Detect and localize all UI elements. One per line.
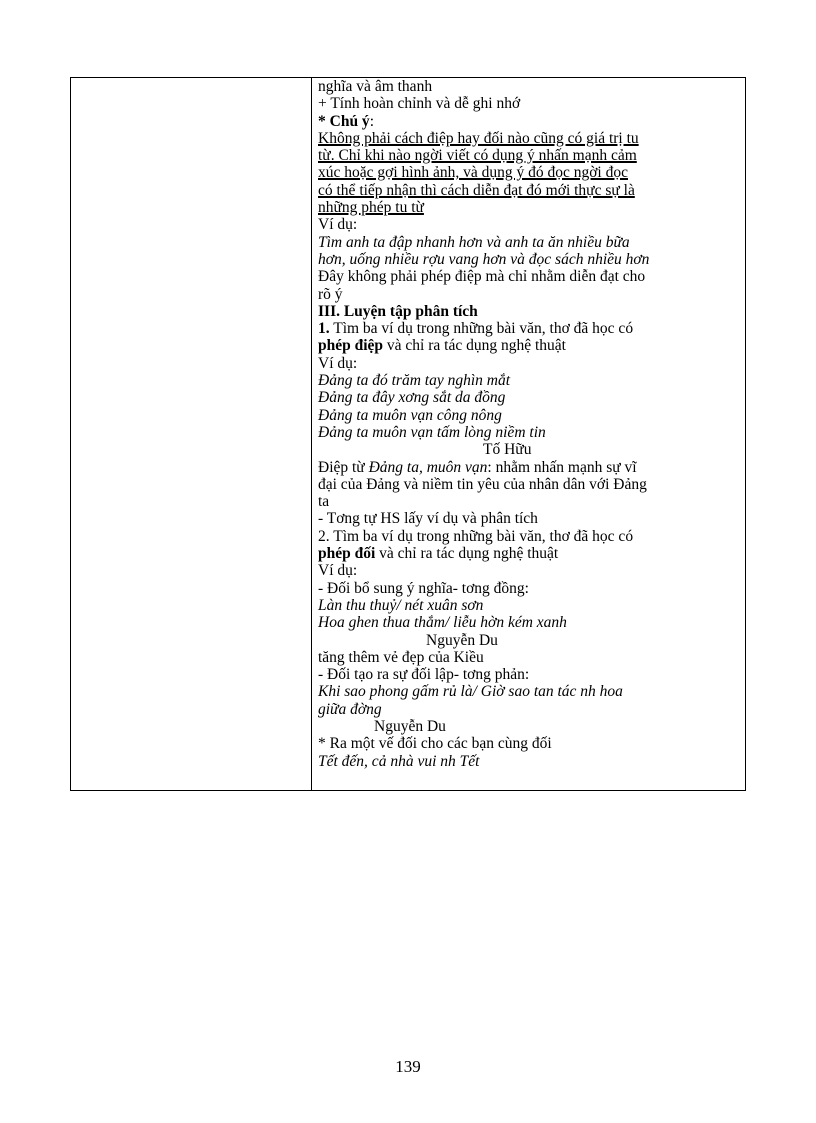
poem-line: Tết đến, cả nhà vui nh Tết	[318, 752, 480, 770]
text-line: nghĩa và âm thanh	[318, 78, 433, 95]
note-heading: * Chú ý:	[318, 112, 374, 130]
note-line: có thể tiếp nhận thì cách diễn đạt đó mới thực sự là	[318, 181, 635, 199]
poem-line: giữa đờng	[318, 700, 382, 718]
example-label: Ví dụ:	[318, 562, 358, 580]
poem-line: Hoa ghen thua thắm/ liễu hờn kém xanh	[318, 614, 567, 632]
text-line: rõ ý	[318, 285, 343, 303]
exercise-line: 2. Tìm ba ví dụ trong những bài văn, thơ đã học có	[318, 527, 634, 545]
poem-line: Đảng ta đó trăm tay nghìn mắt	[318, 372, 511, 390]
poem-line: Đảng ta muôn vạn công nông	[318, 406, 502, 424]
author-line: Nguyễn Du	[426, 631, 498, 649]
right-column-content	[318, 78, 742, 770]
text-line: Đây không phải phép điệp mà chỉ nhằm diễn đạt cho	[318, 268, 646, 286]
example-line: hơn, uống nhiều rợu vang hơn và đọc sách nhiều hơn	[318, 250, 650, 268]
note-line: từ. Chỉ khi nào ngời viết có dụng ý nhấn mạnh cảm	[318, 147, 637, 165]
note-line: xúc hoặc gợi hình ảnh, và dụng ý đó đọc ngời đọc	[318, 164, 628, 182]
author-line: Tố Hữu	[483, 441, 532, 459]
poem-line: Đảng ta đây xơng sắt da đồng	[318, 389, 506, 407]
text-line: - Tơng tự HS lấy ví dụ và phân tích	[318, 510, 538, 528]
left-column-empty	[71, 78, 312, 790]
text-line: * Ra một vế đối cho các bạn cùng đối	[318, 735, 552, 753]
example-label: Ví dụ:	[318, 216, 358, 234]
text-line: tăng thêm vẻ đẹp của Kiều	[318, 648, 484, 666]
author-line: Nguyễn Du	[374, 717, 446, 735]
content-table	[70, 77, 746, 791]
example-label: Ví dụ:	[318, 354, 358, 372]
section-heading: III. Luyện tập phân tích	[318, 302, 478, 320]
text-line: đại của Đảng và niềm tin yêu của nhân dân với Đảng	[318, 475, 647, 493]
poem-line: Khi sao phong gấm rủ là/ Giờ sao tan tác nh hoa	[318, 683, 623, 701]
note-line: Không phải cách điệp hay đối nào cũng có giá trị tu	[318, 129, 639, 147]
exercise-line: phép điệp và chỉ ra tác dụng nghệ thuật	[318, 337, 566, 355]
text-line: + Tính hoàn chỉnh và dễ ghi nhớ	[318, 95, 521, 113]
poem-line: Đảng ta muôn vạn tấm lòng niềm tin	[318, 423, 546, 441]
poem-line: Làn thu thuỷ/ nét xuân sơn	[318, 596, 484, 614]
example-line: Tìm anh ta đập nhanh hơn và anh ta ăn nhiều bữa	[318, 233, 630, 251]
page-number: 139	[395, 1057, 421, 1076]
exercise-line: phép đối và chỉ ra tác dụng nghệ thuật	[318, 545, 559, 563]
text-line: - Đối tạo ra sự đối lập- tơng phản:	[318, 666, 530, 684]
text-line: ta	[318, 493, 330, 511]
note-line: những phép tu từ	[318, 199, 424, 217]
text-line: - Đối bổ sung ý nghĩa- tơng đồng:	[318, 579, 529, 597]
exercise-line: 1. Tìm ba ví dụ trong những bài văn, thơ đã học có	[318, 320, 634, 338]
text-line: Điệp từ Đảng ta, muôn vạn: nhằm nhấn mạnh sự vĩ	[318, 458, 637, 476]
